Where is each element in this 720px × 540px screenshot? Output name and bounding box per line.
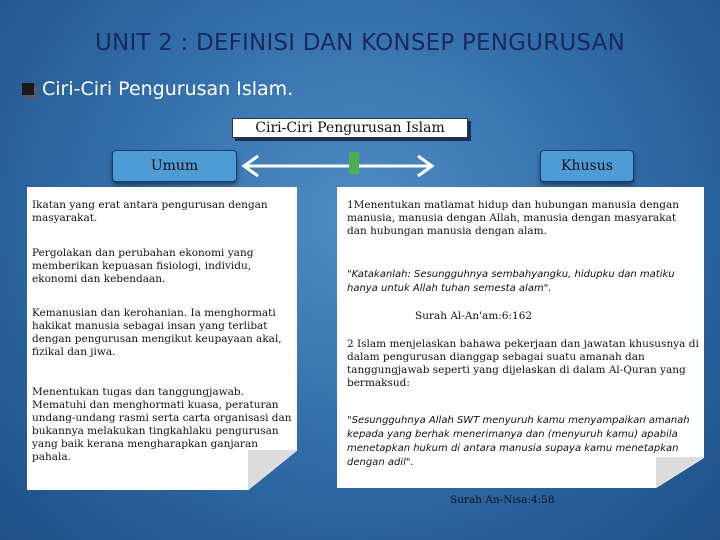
khusus-item-2: 2 Islam menjelaskan bahawa pekerjaan dan jawatan khususnya di dalam pengurusan dianggap sebagai suatu amanah dan tanggungjawab seperti yang dijelaskan di dalam Al-Quran yang bermaksud:	[347, 338, 699, 389]
double-arrow-icon	[238, 152, 438, 180]
khusus-ref-1: Surah Al-An'am:6:162	[415, 310, 533, 322]
square-bullet-icon	[22, 83, 34, 95]
umum-item-1: Ikatan yang erat antara pengurusan dengan masyarakat.	[32, 199, 268, 224]
slide-title: UNIT 2 : DEFINISI DAN KONSEP PENGURUSAN	[95, 30, 625, 56]
subtitle-text: Ciri-Ciri Pengurusan Islam.	[42, 78, 294, 100]
umum-label: Umum	[112, 150, 237, 182]
khusus-quote-2: "Sesungguhnya Allah SWT menyuruh kamu menyampaikan amanah kepada yang berhak menerimanya dan (menyuruh kamu) apabila menetapkan hukum di antara manusia supaya kamu menetapkan dengan adil".	[347, 415, 690, 468]
khusus-quote-1: "Katakanlah: Sesungguhnya sembahyangku, hidupku dan matiku hanya untuk Allah tuhan semesta alam".	[347, 269, 675, 294]
umum-item-2: Pergolakan dan perubahan ekonomi yang memberikan kepuasan fisiologi, individu, ekonomi dan kebendaan.	[32, 247, 254, 285]
khusus-label: Khusus	[540, 150, 634, 182]
khusus-item-1: 1Menentukan matlamat hidup dan hubungan manusia dengan manusia, manusia dengan Allah, manusia dengan masyarakat dan hubungan manusia dengan alam.	[347, 199, 680, 237]
center-heading-box: Ciri-Ciri Pengurusan Islam	[232, 118, 468, 138]
section-subtitle	[22, 78, 293, 100]
umum-item-4: Menentukan tugas dan tanggungjawab. Mematuhi dan menghormati kuasa, peraturan undang-undang rasmi serta carta organisasi dan bukannya melakukan tingkahlaku pengurusan yang baik kerana mengharapkan ganjaran pahala.	[32, 386, 292, 463]
umum-item-3: Kemanusian dan kerohanian. Ia menghormati hakikat manusia sebagai insan yang terlibat dengan pengurusan mengikut keupayaan akal, fizikal dan jiwa.	[32, 307, 282, 358]
khusus-ref-2: Surah An-Nisa:4:58	[450, 494, 555, 506]
